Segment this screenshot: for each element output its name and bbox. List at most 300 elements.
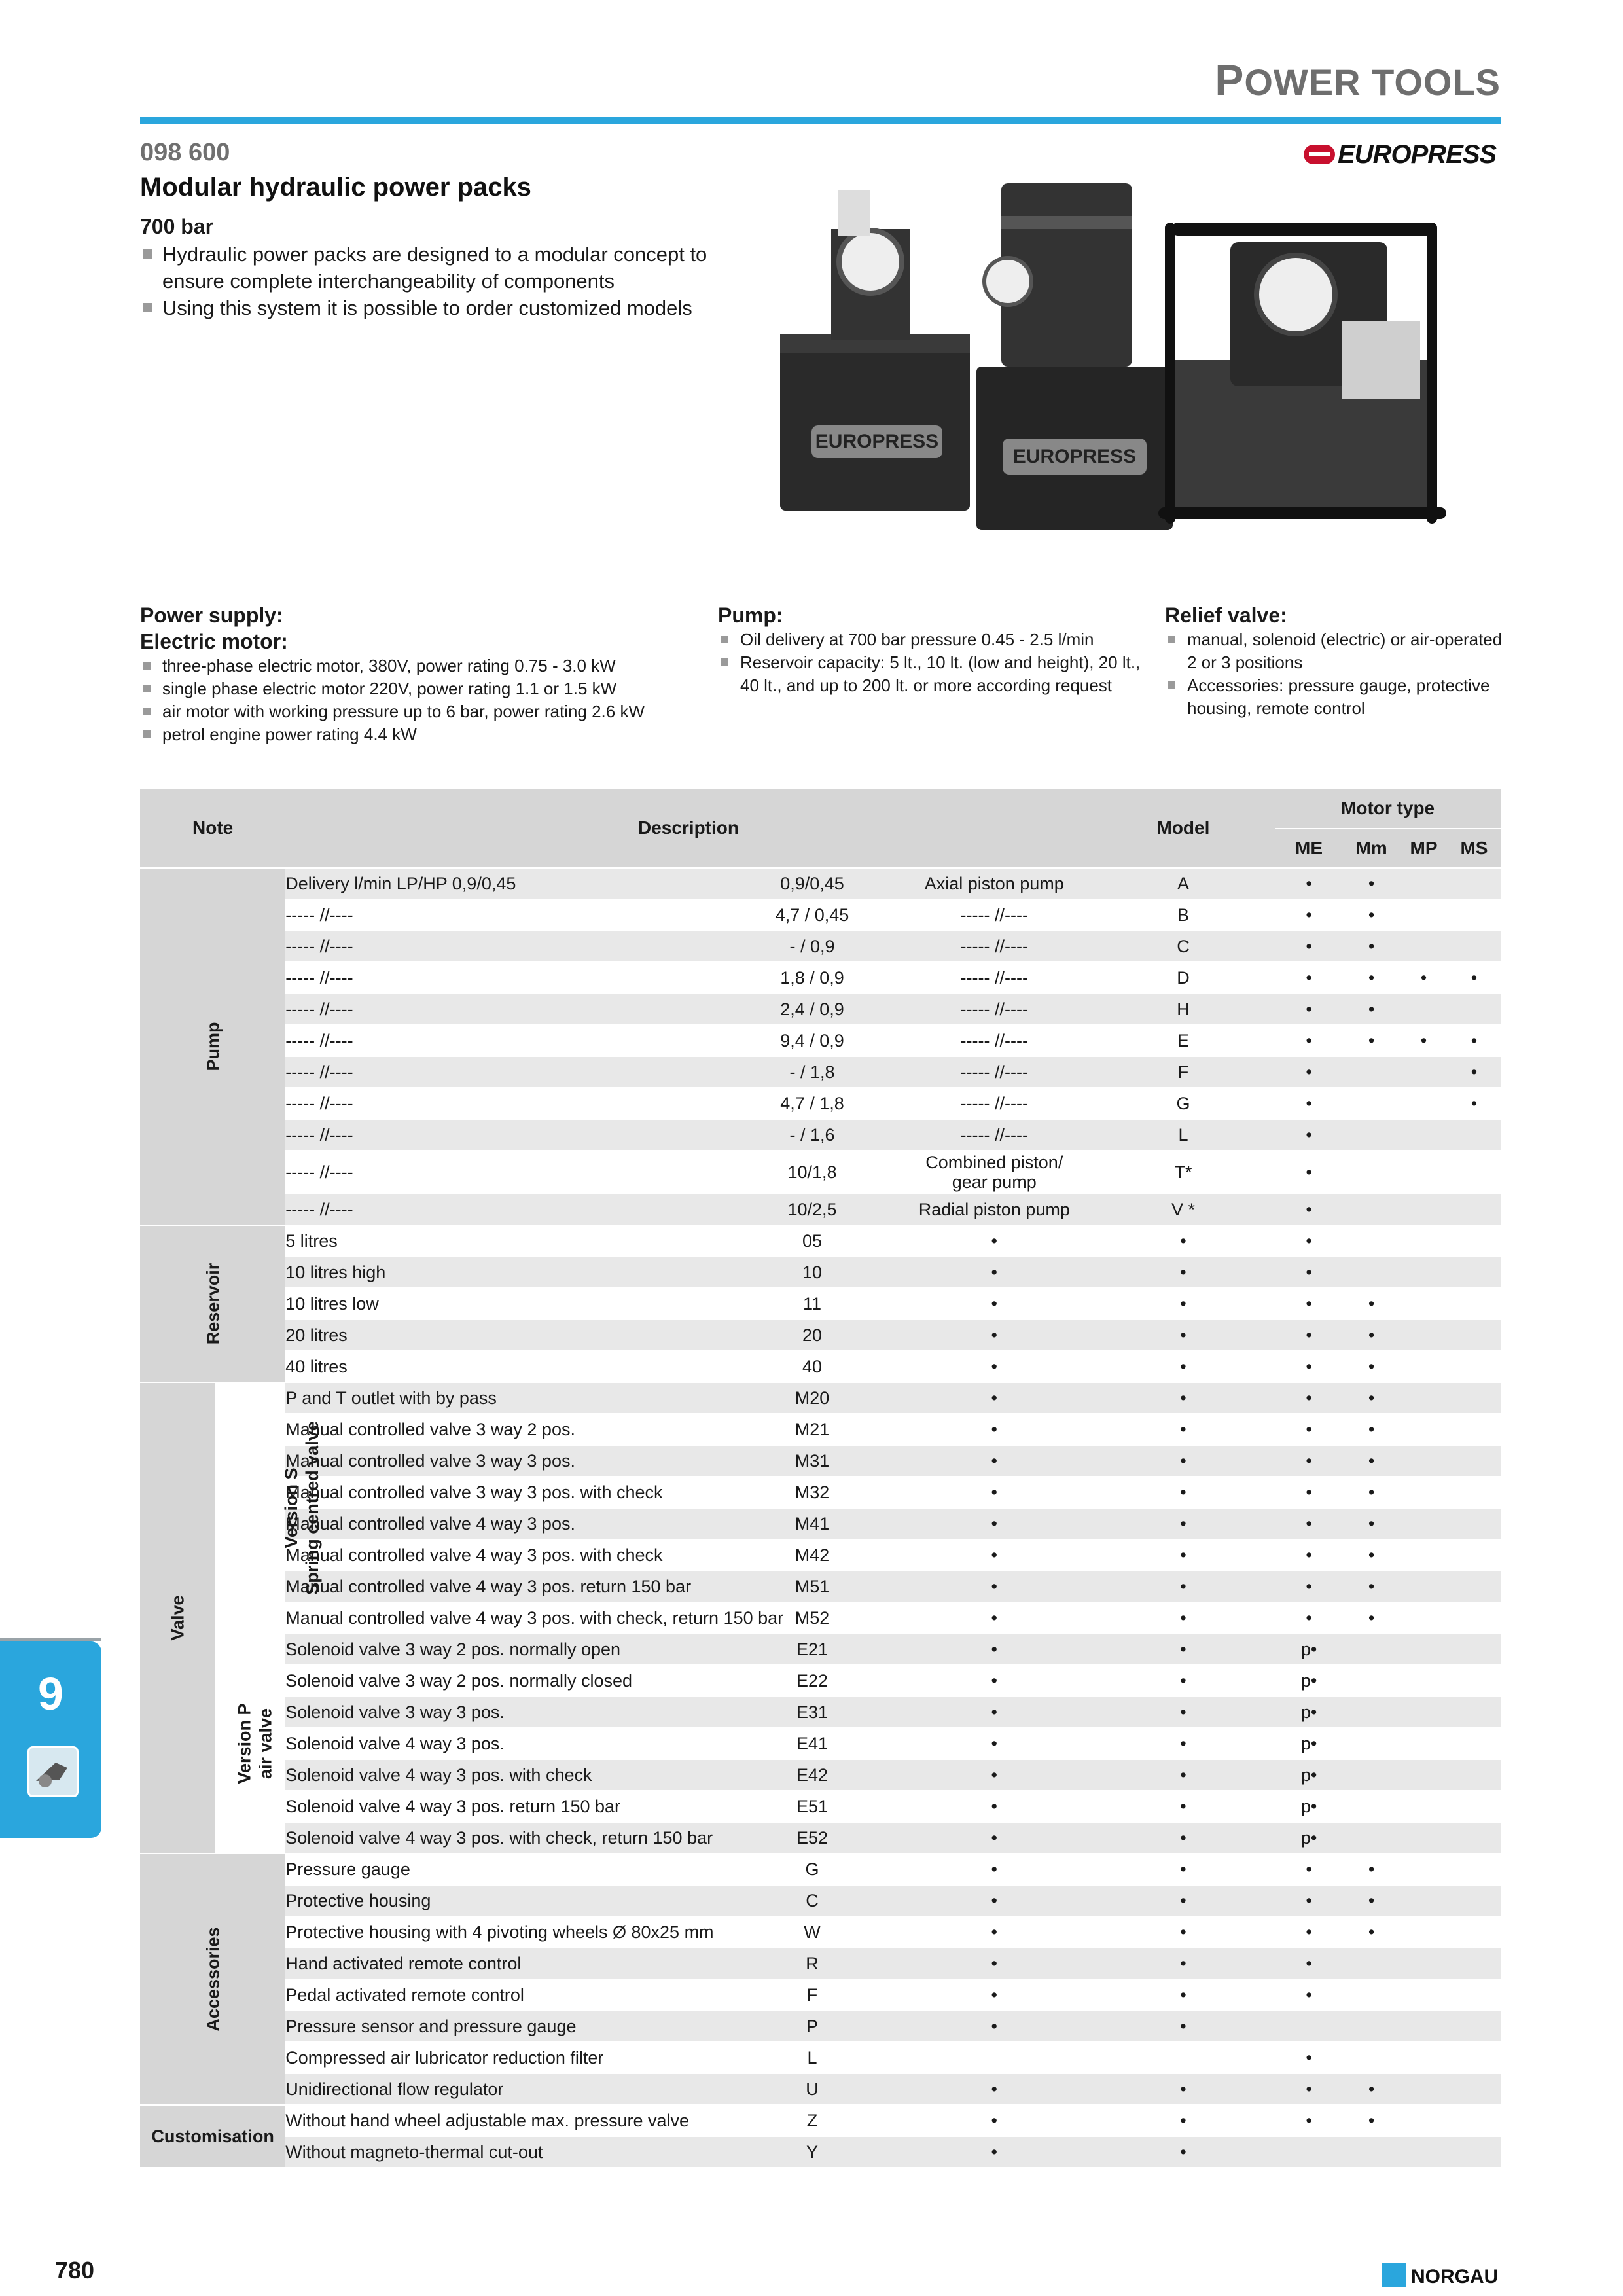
row-mp <box>1400 1948 1448 1979</box>
row-mm: • <box>1343 868 1400 899</box>
section-title: POWER TOOLS <box>1215 56 1501 104</box>
row-value: R <box>727 1948 897 1979</box>
table-row <box>140 1791 1501 1822</box>
row-me: p• <box>1275 1759 1343 1791</box>
row-value: E21 <box>727 1634 897 1665</box>
row-me: • <box>1275 1382 1343 1414</box>
spec-item: Accessories: pressure gauge, protective housing, remote control <box>1165 674 1505 720</box>
row-model: • <box>1092 1634 1275 1665</box>
row-ms <box>1448 868 1501 899</box>
row-value: G <box>727 1854 897 1885</box>
row-description: ----- //---- <box>285 1025 727 1056</box>
row-mm: • <box>1343 2105 1400 2136</box>
row-type: • <box>897 1822 1092 1854</box>
row-value: 2,4 / 0,9 <box>727 994 897 1025</box>
row-type: • <box>897 1414 1092 1445</box>
row-type: • <box>897 1319 1092 1351</box>
row-ms <box>1448 2136 1501 2168</box>
row-mp <box>1400 2073 1448 2105</box>
row-ms <box>1448 1854 1501 1885</box>
group-accessories: Accessories <box>140 1854 285 2105</box>
row-description: Hand activated remote control <box>285 1948 727 1979</box>
row-value: - / 0,9 <box>727 931 897 962</box>
row-model: • <box>1092 1414 1275 1445</box>
row-description: Manual controlled valve 3 way 2 pos. <box>285 1414 727 1445</box>
row-me: • <box>1275 1414 1343 1445</box>
row-description: ----- //---- <box>285 1151 727 1194</box>
row-ms <box>1448 1728 1501 1759</box>
row-value: 1,8 / 0,9 <box>727 962 897 994</box>
row-mp <box>1400 1791 1448 1822</box>
row-me: • <box>1275 1916 1343 1948</box>
row-mp <box>1400 1634 1448 1665</box>
row-model: • <box>1092 1351 1275 1382</box>
row-ms <box>1448 1257 1501 1288</box>
row-me: • <box>1275 1445 1343 1477</box>
row-description: 5 litres <box>285 1225 727 1257</box>
row-model: • <box>1092 1696 1275 1728</box>
row-me: • <box>1275 1056 1343 1088</box>
row-description: Compressed air lubricator reduction filter <box>285 2042 727 2073</box>
row-ms <box>1448 1225 1501 1257</box>
row-ms <box>1448 2011 1501 2042</box>
row-description: Manual controlled valve 4 way 3 pos. <box>285 1508 727 1539</box>
row-type: • <box>897 2011 1092 2042</box>
table-row <box>140 1759 1501 1791</box>
row-value: U <box>727 2073 897 2105</box>
relief-valve-title: Relief valve: <box>1165 603 1287 627</box>
spec-item: Oil delivery at 700 bar pressure 0.45 - 2.5 l/min <box>718 628 1163 651</box>
row-mp <box>1400 1151 1448 1194</box>
row-me: • <box>1275 1225 1343 1257</box>
row-mp <box>1400 2105 1448 2136</box>
pump-label-2: EUROPRESS <box>1012 446 1137 467</box>
row-mp <box>1400 2011 1448 2042</box>
row-mm <box>1343 1696 1400 1728</box>
row-me: p• <box>1275 1634 1343 1665</box>
pump-title: Pump: <box>718 603 783 627</box>
group-reservoir: Reservoir <box>140 1225 285 1382</box>
row-value: C <box>727 1885 897 1916</box>
row-mp <box>1400 1665 1448 1696</box>
row-description: Manual controlled valve 3 way 3 pos. <box>285 1445 727 1477</box>
row-value: 20 <box>727 1319 897 1351</box>
row-model: • <box>1092 1225 1275 1257</box>
row-mp <box>1400 1088 1448 1119</box>
table-row <box>140 1822 1501 1854</box>
row-description: 10 litres high <box>285 1257 727 1288</box>
row-model: • <box>1092 1257 1275 1288</box>
row-mm <box>1343 2136 1400 2168</box>
table-row <box>140 1194 1501 1225</box>
header-rule <box>140 117 1501 124</box>
product-code: 098 600 <box>140 139 230 166</box>
row-value: M21 <box>727 1414 897 1445</box>
row-type: • <box>897 1854 1092 1885</box>
row-description: Manual controlled valve 4 way 3 pos. return 150 bar <box>285 1571 727 1602</box>
row-me <box>1275 2011 1343 2042</box>
row-description: Pressure gauge <box>285 1854 727 1885</box>
intro-bullet: Hydraulic power packs are designed to a modular concept to ensure complete interchangeability of components <box>140 241 762 295</box>
row-type: • <box>897 1728 1092 1759</box>
row-value: F <box>727 1979 897 2011</box>
row-model: • <box>1092 1477 1275 1508</box>
table-row <box>140 1539 1501 1571</box>
row-value: 0,9/0,45 <box>727 868 897 899</box>
row-mm: • <box>1343 899 1400 931</box>
row-mm <box>1343 2042 1400 2073</box>
row-mm: • <box>1343 1916 1400 1948</box>
row-description: ----- //---- <box>285 931 727 962</box>
row-type: ----- //---- <box>897 994 1092 1025</box>
row-me: • <box>1275 962 1343 994</box>
row-me: • <box>1275 1119 1343 1151</box>
row-mp <box>1400 1696 1448 1728</box>
row-me: • <box>1275 868 1343 899</box>
relief-valve-specs <box>1165 602 1505 720</box>
row-model: H <box>1092 994 1275 1025</box>
row-mm <box>1343 1257 1400 1288</box>
row-mm: • <box>1343 931 1400 962</box>
table-row <box>140 1728 1501 1759</box>
table-row <box>140 1151 1501 1194</box>
row-description: 10 litres low <box>285 1288 727 1319</box>
table-row <box>140 1351 1501 1382</box>
row-description: Without magneto-thermal cut-out <box>285 2136 727 2168</box>
row-mm: • <box>1343 962 1400 994</box>
row-model <box>1092 2042 1275 2073</box>
row-me: • <box>1275 2042 1343 2073</box>
row-value: M51 <box>727 1571 897 1602</box>
model-table <box>140 789 1501 2168</box>
table-row <box>140 1225 1501 1257</box>
row-type: • <box>897 1288 1092 1319</box>
row-me: • <box>1275 1854 1343 1885</box>
row-type: • <box>897 1791 1092 1822</box>
row-model: C <box>1092 931 1275 962</box>
row-type: • <box>897 1257 1092 1288</box>
row-model: G <box>1092 1088 1275 1119</box>
row-value: M42 <box>727 1539 897 1571</box>
row-value: 40 <box>727 1351 897 1382</box>
header-mm: Mm <box>1343 829 1400 868</box>
spec-item: air motor with working pressure up to 6 bar, power rating 2.6 kW <box>140 700 709 723</box>
power-supply-title: Power supply: <box>140 603 283 627</box>
row-ms <box>1448 1979 1501 2011</box>
row-me: • <box>1275 1539 1343 1571</box>
table-row <box>140 1696 1501 1728</box>
row-mp <box>1400 1225 1448 1257</box>
row-mp <box>1400 1257 1448 1288</box>
row-mp <box>1400 994 1448 1025</box>
row-model: • <box>1092 2073 1275 2105</box>
row-mp <box>1400 2136 1448 2168</box>
row-type: • <box>897 2105 1092 2136</box>
row-mp: • <box>1400 1025 1448 1056</box>
row-description: ----- //---- <box>285 1056 727 1088</box>
row-model: • <box>1092 1854 1275 1885</box>
row-ms <box>1448 1477 1501 1508</box>
row-description: 20 litres <box>285 1319 727 1351</box>
row-description: Delivery l/min LP/HP 0,9/0,45 <box>285 868 727 899</box>
row-mp <box>1400 1382 1448 1414</box>
row-type: • <box>897 1382 1092 1414</box>
table-row <box>140 1414 1501 1445</box>
chapter-number: 9 <box>38 1668 63 1719</box>
row-model: L <box>1092 1119 1275 1151</box>
row-description: ----- //---- <box>285 899 727 931</box>
row-me: • <box>1275 1257 1343 1288</box>
row-ms <box>1448 2105 1501 2136</box>
row-mm <box>1343 1728 1400 1759</box>
row-mp <box>1400 1414 1448 1445</box>
row-ms <box>1448 1948 1501 1979</box>
table-row <box>140 1257 1501 1288</box>
row-model: • <box>1092 1916 1275 1948</box>
row-description: Manual controlled valve 4 way 3 pos. with check, return 150 bar <box>285 1602 727 1634</box>
row-model: • <box>1092 2136 1275 2168</box>
row-me: • <box>1275 1351 1343 1382</box>
row-mm <box>1343 1225 1400 1257</box>
row-model: • <box>1092 1602 1275 1634</box>
header-description: Description <box>285 789 1092 868</box>
power-tool-icon <box>27 1746 79 1797</box>
row-type: • <box>897 1759 1092 1791</box>
spec-item: petrol engine power rating 4.4 kW <box>140 723 709 746</box>
row-ms: • <box>1448 1025 1501 1056</box>
row-value: 9,4 / 0,9 <box>727 1025 897 1056</box>
row-mp <box>1400 1194 1448 1225</box>
norgau-logo: NORGAU <box>1382 2263 1498 2288</box>
row-mp <box>1400 1759 1448 1791</box>
intro-bullets <box>140 241 762 321</box>
row-mm: • <box>1343 1414 1400 1445</box>
row-ms <box>1448 1634 1501 1665</box>
table-row <box>140 1119 1501 1151</box>
row-mm: • <box>1343 1351 1400 1382</box>
row-mp <box>1400 1854 1448 1885</box>
spec-item: three-phase electric motor, 380V, power rating 0.75 - 3.0 kW <box>140 655 709 677</box>
row-value: 10/2,5 <box>727 1194 897 1225</box>
row-mm <box>1343 1759 1400 1791</box>
row-description: Unidirectional flow regulator <box>285 2073 727 2105</box>
electric-motor-title: Electric motor: <box>140 630 288 653</box>
row-mm: • <box>1343 1602 1400 1634</box>
table-row <box>140 1088 1501 1119</box>
row-mp <box>1400 899 1448 931</box>
row-type: • <box>897 1508 1092 1539</box>
row-description: Solenoid valve 4 way 3 pos. with check <box>285 1759 727 1791</box>
header-motor-type: Motor type <box>1275 789 1501 829</box>
group-customisation: Customisation <box>140 2105 285 2168</box>
row-me: • <box>1275 1571 1343 1602</box>
row-mm: • <box>1343 1885 1400 1916</box>
row-mp <box>1400 1351 1448 1382</box>
row-mp <box>1400 868 1448 899</box>
row-mp <box>1400 1602 1448 1634</box>
row-ms <box>1448 1822 1501 1854</box>
row-ms: • <box>1448 1056 1501 1088</box>
row-me: • <box>1275 1885 1343 1916</box>
row-me: p• <box>1275 1822 1343 1854</box>
row-mm: • <box>1343 1854 1400 1885</box>
row-description: ----- //---- <box>285 1194 727 1225</box>
row-model: E <box>1092 1025 1275 1056</box>
header-model: Model <box>1092 789 1275 868</box>
pump-specs <box>718 602 1163 697</box>
row-model: • <box>1092 1728 1275 1759</box>
row-type: ----- //---- <box>897 1088 1092 1119</box>
row-mm <box>1343 1119 1400 1151</box>
row-value: M31 <box>727 1445 897 1477</box>
row-ms <box>1448 2073 1501 2105</box>
row-value: E41 <box>727 1728 897 1759</box>
row-mp <box>1400 1539 1448 1571</box>
row-value: 05 <box>727 1225 897 1257</box>
row-me: • <box>1275 931 1343 962</box>
row-value: M20 <box>727 1382 897 1414</box>
row-mp <box>1400 1508 1448 1539</box>
row-type: • <box>897 1477 1092 1508</box>
intro-bullet: Using this system it is possible to order customized models <box>140 295 762 321</box>
row-mp: • <box>1400 962 1448 994</box>
row-mp <box>1400 1979 1448 2011</box>
row-me: • <box>1275 2105 1343 2136</box>
pressure-rating: 700 bar <box>140 215 214 238</box>
row-value: E51 <box>727 1791 897 1822</box>
row-me: • <box>1275 994 1343 1025</box>
table-row <box>140 2105 1501 2136</box>
row-model: • <box>1092 1508 1275 1539</box>
row-mm: • <box>1343 1319 1400 1351</box>
table-row <box>140 1916 1501 1948</box>
row-mm <box>1343 1194 1400 1225</box>
row-model: • <box>1092 1319 1275 1351</box>
row-mp <box>1400 1728 1448 1759</box>
row-mp <box>1400 931 1448 962</box>
row-description: Solenoid valve 3 way 2 pos. normally closed <box>285 1665 727 1696</box>
spec-item: manual, solenoid (electric) or air-operated 2 or 3 positions <box>1165 628 1505 674</box>
row-model: • <box>1092 1759 1275 1791</box>
row-me: • <box>1275 1948 1343 1979</box>
row-me: p• <box>1275 1665 1343 1696</box>
table-row <box>140 1602 1501 1634</box>
page-number: 780 <box>55 2257 95 2284</box>
row-ms <box>1448 1119 1501 1151</box>
row-type: • <box>897 1602 1092 1634</box>
row-type: Axial piston pump <box>897 868 1092 899</box>
row-me: • <box>1275 2073 1343 2105</box>
row-type: • <box>897 1948 1092 1979</box>
spec-item: Reservoir capacity: 5 lt., 10 lt. (low and height), 20 lt., 40 lt., and up to 200 lt. or more according request <box>718 651 1163 697</box>
row-mm: • <box>1343 1025 1400 1056</box>
row-value: W <box>727 1916 897 1948</box>
row-mp <box>1400 1056 1448 1088</box>
row-mm: • <box>1343 1539 1400 1571</box>
row-description: Solenoid valve 4 way 3 pos. return 150 bar <box>285 1791 727 1822</box>
row-model: • <box>1092 1885 1275 1916</box>
row-mm <box>1343 2011 1400 2042</box>
row-type: Combined piston/ gear pump <box>897 1151 1092 1194</box>
row-type: • <box>897 1351 1092 1382</box>
row-model: V * <box>1092 1194 1275 1225</box>
row-value: L <box>727 2042 897 2073</box>
row-ms <box>1448 1382 1501 1414</box>
row-ms: • <box>1448 1088 1501 1119</box>
row-mm <box>1343 1056 1400 1088</box>
row-ms <box>1448 1696 1501 1728</box>
row-description: ----- //---- <box>285 962 727 994</box>
row-ms <box>1448 1539 1501 1571</box>
row-description: Pedal activated remote control <box>285 1979 727 2011</box>
group-version-s: Version S Spring centred valve <box>215 1382 285 1634</box>
table-row <box>140 931 1501 962</box>
table-row <box>140 1948 1501 1979</box>
table-row <box>140 1319 1501 1351</box>
row-type: • <box>897 1916 1092 1948</box>
row-model: • <box>1092 2011 1275 2042</box>
row-ms <box>1448 931 1501 962</box>
header-me: ME <box>1275 829 1343 868</box>
row-model: • <box>1092 1445 1275 1477</box>
row-me: • <box>1275 1477 1343 1508</box>
row-me <box>1275 2136 1343 2168</box>
row-model: • <box>1092 2105 1275 2136</box>
row-value: E52 <box>727 1822 897 1854</box>
row-description: ----- //---- <box>285 994 727 1025</box>
row-mm <box>1343 1979 1400 2011</box>
row-model: • <box>1092 1539 1275 1571</box>
product-photo <box>772 177 1505 556</box>
row-me: • <box>1275 899 1343 931</box>
row-mm: • <box>1343 994 1400 1025</box>
row-description: Solenoid valve 4 way 3 pos. <box>285 1728 727 1759</box>
row-me: • <box>1275 1151 1343 1194</box>
row-ms <box>1448 2042 1501 2073</box>
row-ms <box>1448 1916 1501 1948</box>
table-row <box>140 1382 1501 1414</box>
table-row <box>140 1056 1501 1088</box>
row-model: F <box>1092 1056 1275 1088</box>
row-me: • <box>1275 1088 1343 1119</box>
row-description: Without hand wheel adjustable max. pressure valve <box>285 2105 727 2136</box>
row-model: • <box>1092 1665 1275 1696</box>
table-body <box>140 868 1501 2168</box>
row-value: - / 1,6 <box>727 1119 897 1151</box>
row-ms <box>1448 1602 1501 1634</box>
row-me: • <box>1275 1602 1343 1634</box>
row-mp <box>1400 1288 1448 1319</box>
product-title: Modular hydraulic power packs <box>140 173 531 202</box>
row-model: D <box>1092 962 1275 994</box>
row-model: B <box>1092 899 1275 931</box>
row-model: • <box>1092 1288 1275 1319</box>
row-type: • <box>897 1885 1092 1916</box>
row-mp <box>1400 2042 1448 2073</box>
row-model: • <box>1092 1979 1275 2011</box>
row-me: p• <box>1275 1696 1343 1728</box>
row-value: - / 1,8 <box>727 1056 897 1088</box>
table-row <box>140 2136 1501 2168</box>
row-description: Protective housing <box>285 1885 727 1916</box>
row-value: 11 <box>727 1288 897 1319</box>
row-mm: • <box>1343 1508 1400 1539</box>
europress-logo-icon <box>1304 145 1335 164</box>
europress-logo: EUROPRESS <box>1304 140 1496 170</box>
row-value: Z <box>727 2105 897 2136</box>
row-type: • <box>897 1665 1092 1696</box>
row-ms <box>1448 1791 1501 1822</box>
